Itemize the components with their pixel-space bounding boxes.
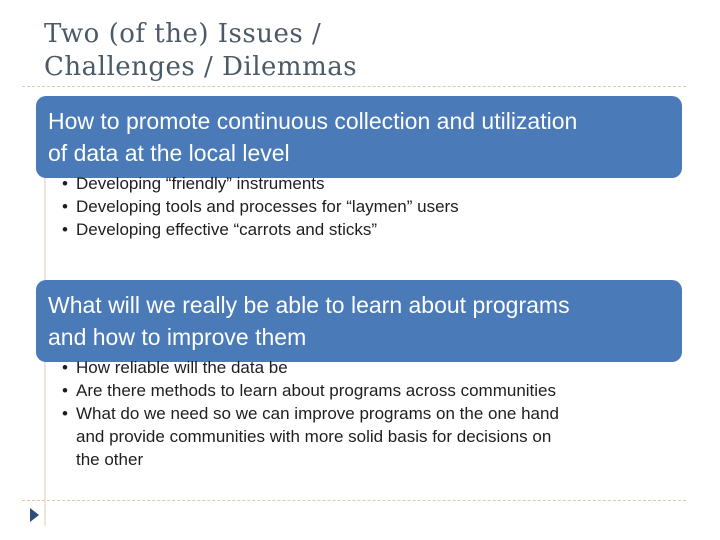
- section-1-heading: [36, 96, 682, 178]
- section-1-heading-line-2: of data at the local level: [48, 140, 290, 166]
- bullet-dot-icon: •: [62, 358, 68, 377]
- section-2-heading-line-2: and how to improve them: [48, 324, 307, 350]
- list-item: [56, 195, 459, 218]
- bullet-text: How reliable will the data be: [76, 358, 288, 377]
- list-item: [56, 356, 559, 379]
- bullet-dot-icon: •: [62, 404, 68, 423]
- bullet-dot-icon: •: [62, 220, 68, 239]
- bullet-dot-icon: •: [62, 197, 68, 216]
- slide-title-line-1: Two (of the) Issues /: [44, 19, 322, 49]
- slide-title: [44, 18, 357, 84]
- list-item: [56, 379, 559, 402]
- section-1-heading-line-1: How to promote continuous collection and utilization: [48, 108, 578, 134]
- section-1-bullet-list: [56, 172, 459, 241]
- bullet-text-line-3: the other: [76, 450, 144, 469]
- list-item: [56, 218, 459, 241]
- slide-title-line-2: Challenges / Dilemmas: [44, 52, 358, 82]
- bullet-text: Are there methods to learn about programs across communities: [76, 381, 557, 400]
- bullet-text: Developing “friendly” instruments: [76, 174, 325, 193]
- bullet-text-line-1: What do we need so we can improve programs on the one hand: [76, 404, 559, 423]
- bullet-text: Developing effective “carrots and sticks”: [76, 220, 378, 239]
- footer-divider: [22, 500, 686, 501]
- list-item: [56, 402, 559, 471]
- bullet-text-line-2: and provide communities with more solid basis for decisions on: [76, 427, 552, 446]
- section-2-heading: [36, 280, 682, 362]
- bullet-dot-icon: •: [62, 381, 68, 400]
- bullet-dot-icon: •: [62, 174, 68, 193]
- title-divider: [22, 86, 686, 87]
- triangle-right-icon: [30, 508, 39, 522]
- section-2-heading-line-1: What will we really be able to learn about programs: [48, 292, 570, 318]
- list-item: [56, 172, 459, 195]
- section-2-bullet-list: [56, 356, 559, 471]
- bullet-text: Developing tools and processes for “laymen” users: [76, 197, 459, 216]
